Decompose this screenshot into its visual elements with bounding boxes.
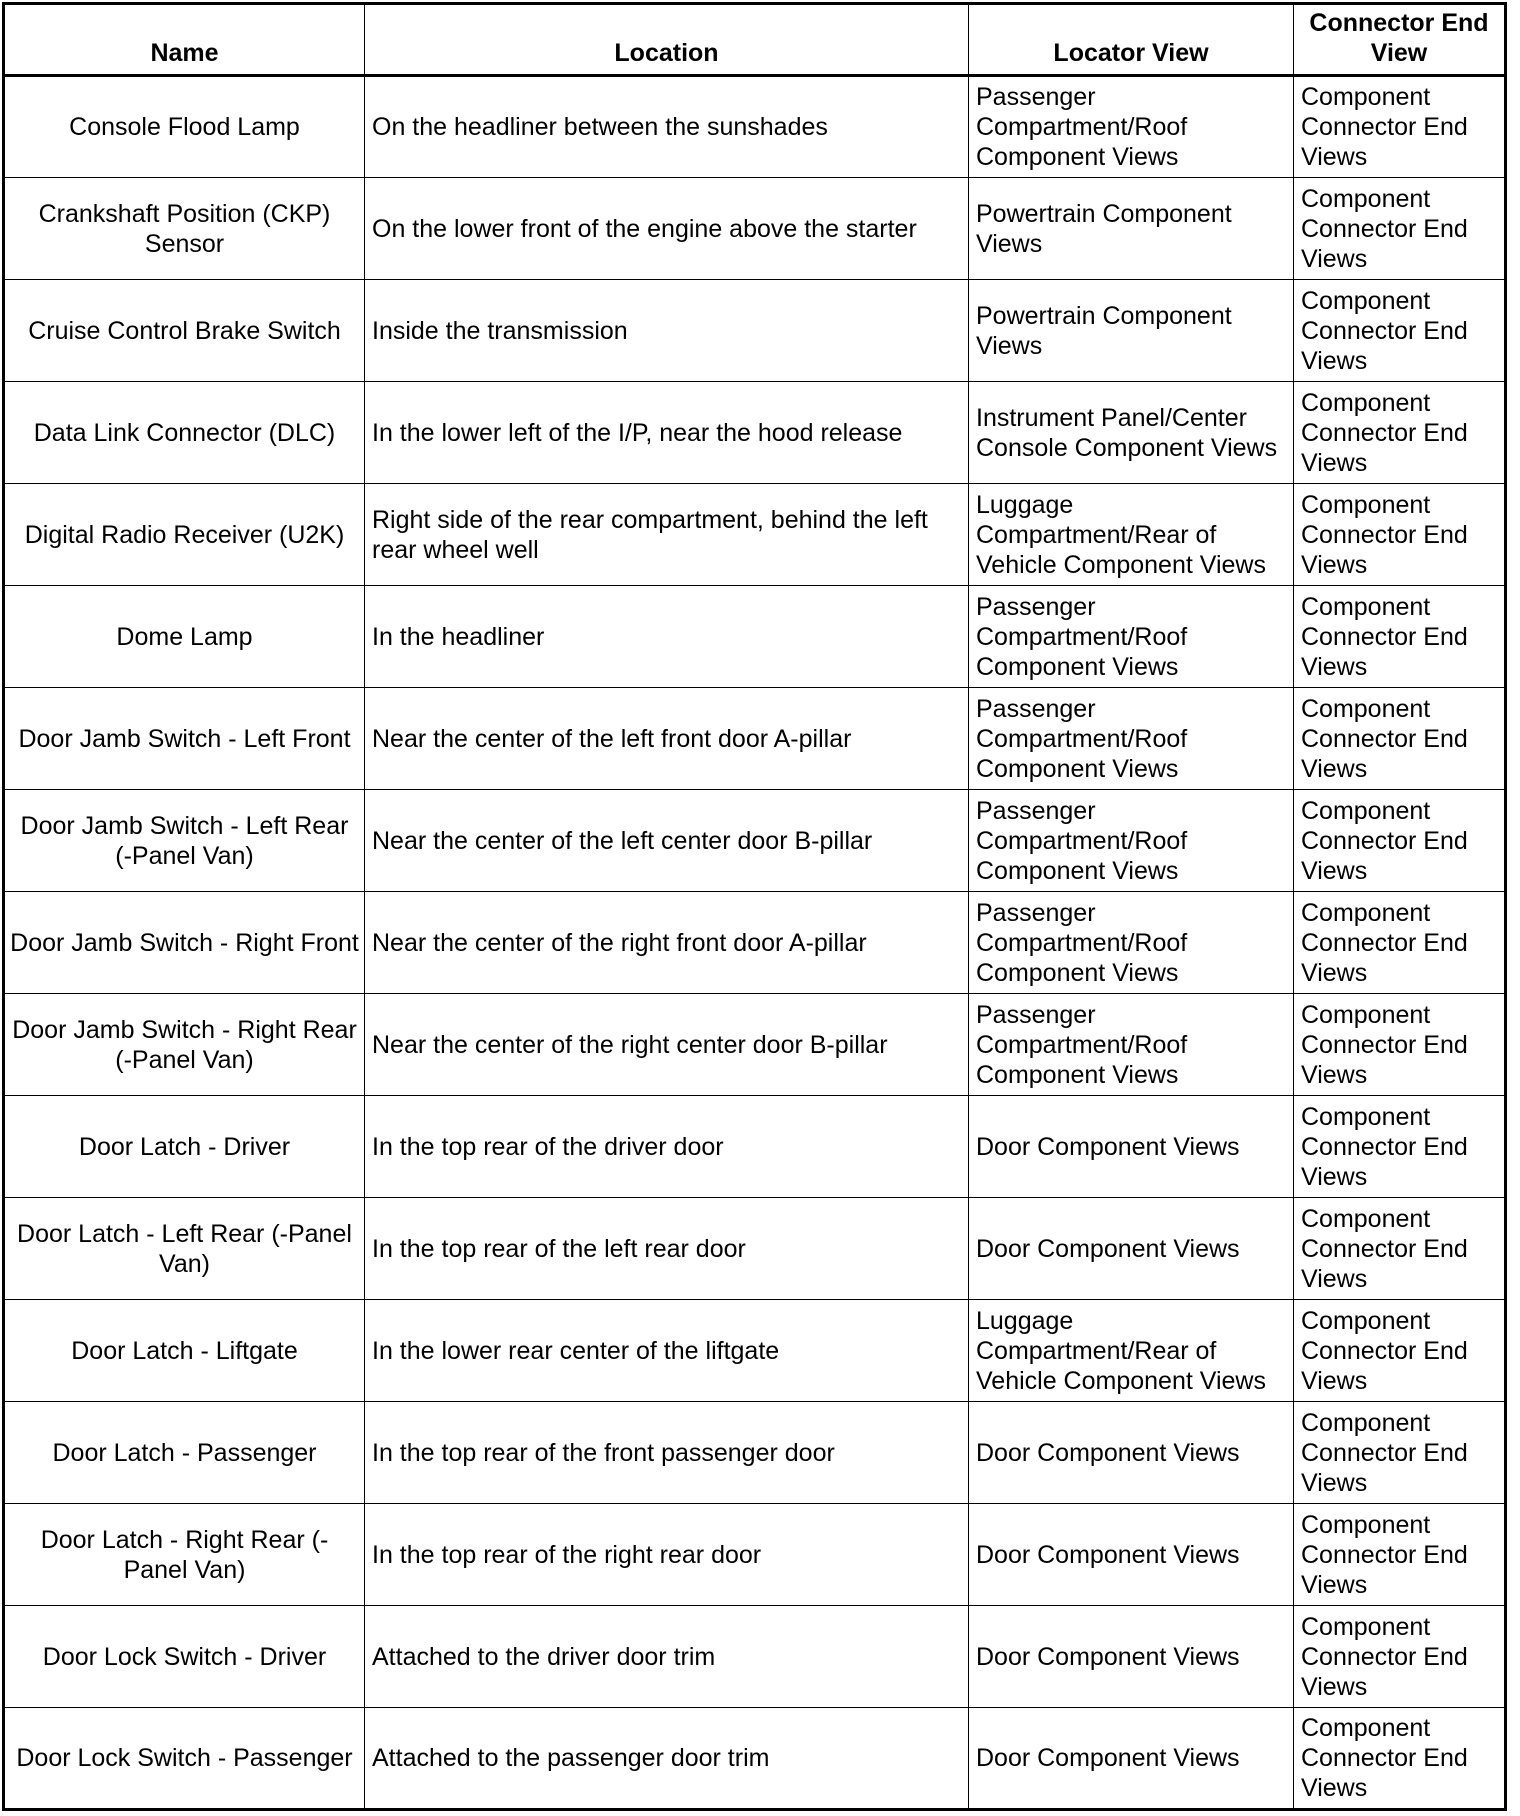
cell-connector-end-view: Component Connector End Views [1294, 280, 1506, 382]
cell-connector-end-view: Component Connector End Views [1294, 1708, 1506, 1810]
cell-locator-view: Door Component Views [969, 1606, 1294, 1708]
cell-name: Data Link Connector (DLC) [4, 382, 365, 484]
table-row [4, 994, 1506, 1096]
cell-name: Crankshaft Position (CKP) Sensor [4, 178, 365, 280]
cell-connector-end-view: Component Connector End Views [1294, 994, 1506, 1096]
cell-location: In the top rear of the left rear door [365, 1198, 969, 1300]
header-location: Location [365, 4, 969, 76]
table-row [4, 76, 1506, 178]
cell-locator-view: Passenger Compartment/Roof Component Views [969, 892, 1294, 994]
table-row [4, 790, 1506, 892]
cell-location: In the lower left of the I/P, near the hood release [365, 382, 969, 484]
table-row [4, 1300, 1506, 1402]
table-row [4, 1504, 1506, 1606]
cell-location: In the top rear of the driver door [365, 1096, 969, 1198]
cell-name: Door Lock Switch - Passenger [4, 1708, 365, 1810]
cell-location: In the top rear of the right rear door [365, 1504, 969, 1606]
table-row [4, 1198, 1506, 1300]
cell-connector-end-view: Component Connector End Views [1294, 1504, 1506, 1606]
cell-connector-end-view: Component Connector End Views [1294, 892, 1506, 994]
cell-locator-view: Passenger Compartment/Roof Component Views [969, 688, 1294, 790]
table-row [4, 892, 1506, 994]
cell-connector-end-view: Component Connector End Views [1294, 382, 1506, 484]
cell-name: Door Latch - Right Rear (-Panel Van) [4, 1504, 365, 1606]
cell-name: Digital Radio Receiver (U2K) [4, 484, 365, 586]
cell-connector-end-view: Component Connector End Views [1294, 484, 1506, 586]
cell-locator-view: Powertrain Component Views [969, 178, 1294, 280]
cell-location: Right side of the rear compartment, behind the left rear wheel well [365, 484, 969, 586]
cell-location: Attached to the driver door trim [365, 1606, 969, 1708]
cell-locator-view: Luggage Compartment/Rear of Vehicle Component Views [969, 484, 1294, 586]
cell-locator-view: Instrument Panel/Center Console Component Views [969, 382, 1294, 484]
cell-name: Door Latch - Driver [4, 1096, 365, 1198]
header-row [4, 4, 1506, 76]
cell-name: Dome Lamp [4, 586, 365, 688]
table-row [4, 1708, 1506, 1810]
cell-locator-view: Luggage Compartment/Rear of Vehicle Component Views [969, 1300, 1294, 1402]
cell-connector-end-view: Component Connector End Views [1294, 178, 1506, 280]
cell-connector-end-view: Component Connector End Views [1294, 790, 1506, 892]
table-row [4, 586, 1506, 688]
cell-location: Near the center of the right front door A-pillar [365, 892, 969, 994]
cell-locator-view: Passenger Compartment/Roof Component Views [969, 994, 1294, 1096]
cell-location: Near the center of the left center door B-pillar [365, 790, 969, 892]
cell-location: In the headliner [365, 586, 969, 688]
cell-locator-view: Door Component Views [969, 1708, 1294, 1810]
table-row [4, 688, 1506, 790]
table-row [4, 382, 1506, 484]
cell-locator-view: Door Component Views [969, 1096, 1294, 1198]
table-row [4, 1606, 1506, 1708]
cell-connector-end-view: Component Connector End Views [1294, 1198, 1506, 1300]
table-row [4, 280, 1506, 382]
cell-location: Inside the transmission [365, 280, 969, 382]
cell-locator-view: Passenger Compartment/Roof Component Views [969, 586, 1294, 688]
cell-name: Door Jamb Switch - Left Rear (-Panel Van) [4, 790, 365, 892]
cell-locator-view: Door Component Views [969, 1402, 1294, 1504]
cell-location: In the top rear of the front passenger door [365, 1402, 969, 1504]
cell-name: Door Latch - Left Rear (-Panel Van) [4, 1198, 365, 1300]
header-locator-view: Locator View [969, 4, 1294, 76]
cell-name: Door Jamb Switch - Right Front [4, 892, 365, 994]
cell-location: In the lower rear center of the liftgate [365, 1300, 969, 1402]
cell-locator-view: Passenger Compartment/Roof Component Views [969, 790, 1294, 892]
cell-connector-end-view: Component Connector End Views [1294, 1096, 1506, 1198]
cell-location: On the lower front of the engine above the starter [365, 178, 969, 280]
component-locator-table [2, 2, 1507, 1811]
cell-location: Attached to the passenger door trim [365, 1708, 969, 1810]
table-row [4, 484, 1506, 586]
cell-connector-end-view: Component Connector End Views [1294, 76, 1506, 178]
cell-connector-end-view: Component Connector End Views [1294, 1606, 1506, 1708]
header-name: Name [4, 4, 365, 76]
cell-name: Console Flood Lamp [4, 76, 365, 178]
cell-location: Near the center of the right center door B-pillar [365, 994, 969, 1096]
cell-name: Door Jamb Switch - Left Front [4, 688, 365, 790]
cell-name: Door Latch - Liftgate [4, 1300, 365, 1402]
cell-locator-view: Door Component Views [969, 1198, 1294, 1300]
cell-name: Door Lock Switch - Driver [4, 1606, 365, 1708]
cell-location: On the headliner between the sunshades [365, 76, 969, 178]
table-row [4, 1402, 1506, 1504]
header-connector-end-view: Connector End View [1294, 4, 1506, 76]
cell-locator-view: Door Component Views [969, 1504, 1294, 1606]
cell-connector-end-view: Component Connector End Views [1294, 1402, 1506, 1504]
table-row [4, 1096, 1506, 1198]
cell-location: Near the center of the left front door A-pillar [365, 688, 969, 790]
cell-locator-view: Powertrain Component Views [969, 280, 1294, 382]
table-row [4, 178, 1506, 280]
cell-connector-end-view: Component Connector End Views [1294, 586, 1506, 688]
cell-connector-end-view: Component Connector End Views [1294, 688, 1506, 790]
cell-name: Door Latch - Passenger [4, 1402, 365, 1504]
cell-name: Door Jamb Switch - Right Rear (-Panel Van) [4, 994, 365, 1096]
cell-name: Cruise Control Brake Switch [4, 280, 365, 382]
cell-locator-view: Passenger Compartment/Roof Component Views [969, 76, 1294, 178]
cell-connector-end-view: Component Connector End Views [1294, 1300, 1506, 1402]
